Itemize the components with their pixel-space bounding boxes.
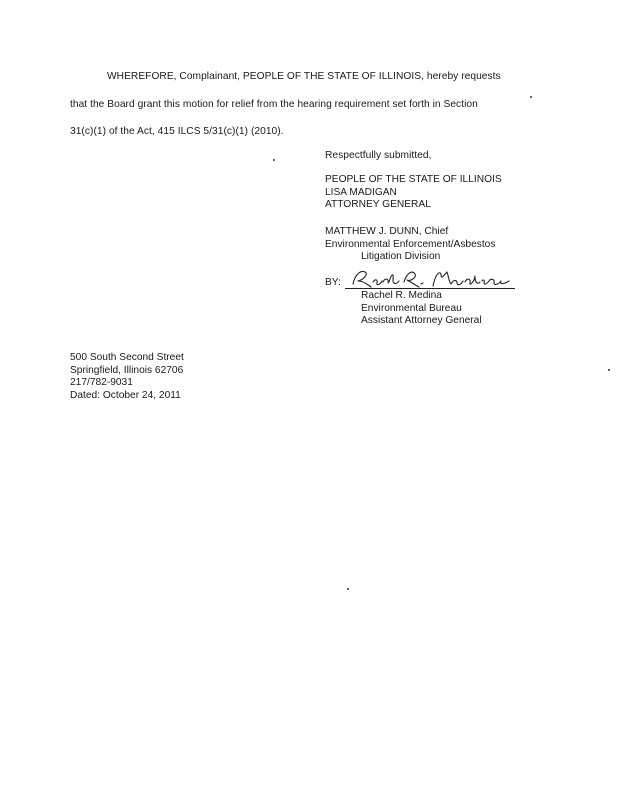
body-line-2: that the Board grant this motion for relief from the hearing requirement set forth in Section	[70, 99, 478, 110]
address-block	[70, 352, 184, 402]
party-block	[325, 174, 502, 212]
chief-name: MATTHEW J. DUNN, Chief	[325, 226, 449, 237]
party-line: ATTORNEY GENERAL	[325, 199, 431, 210]
chief-division-line-1: Environmental Enforcement/Asbestos	[325, 238, 496, 250]
handwritten-signature	[349, 266, 515, 290]
chief-division-line-2: Litigation Division	[361, 251, 441, 262]
body-line-3: 31(c)(1) of the Act, 415 ILCS 5/31(c)(1) (2010).	[70, 126, 284, 137]
date-line: Dated: October 24, 2011	[70, 389, 181, 401]
party-line: PEOPLE OF THE STATE OF ILLINOIS	[325, 174, 502, 185]
signer-name: Rachel R. Medina	[361, 290, 442, 301]
signer-title: Assistant Attorney General	[361, 315, 482, 326]
signature-line	[345, 288, 515, 289]
chief-block	[325, 226, 495, 264]
scan-speck	[347, 588, 349, 590]
scan-speck	[273, 159, 275, 161]
closing: Respectfully submitted,	[325, 150, 432, 161]
address-street: 500 South Second Street	[70, 352, 184, 363]
address-city: Springfield, Illinois 62706	[70, 364, 184, 376]
by-label: BY:	[325, 277, 341, 288]
signer-bureau: Environmental Bureau	[361, 302, 462, 314]
scan-speck	[608, 369, 610, 371]
body-line-1: WHEREFORE, Complainant, PEOPLE OF THE STATE OF ILLINOIS, hereby requests	[107, 71, 501, 82]
party-line: LISA MADIGAN	[325, 186, 397, 198]
signature-row	[325, 268, 517, 290]
signer-block	[361, 290, 482, 328]
scan-speck	[530, 96, 532, 98]
address-phone: 217/782-9031	[70, 377, 133, 388]
